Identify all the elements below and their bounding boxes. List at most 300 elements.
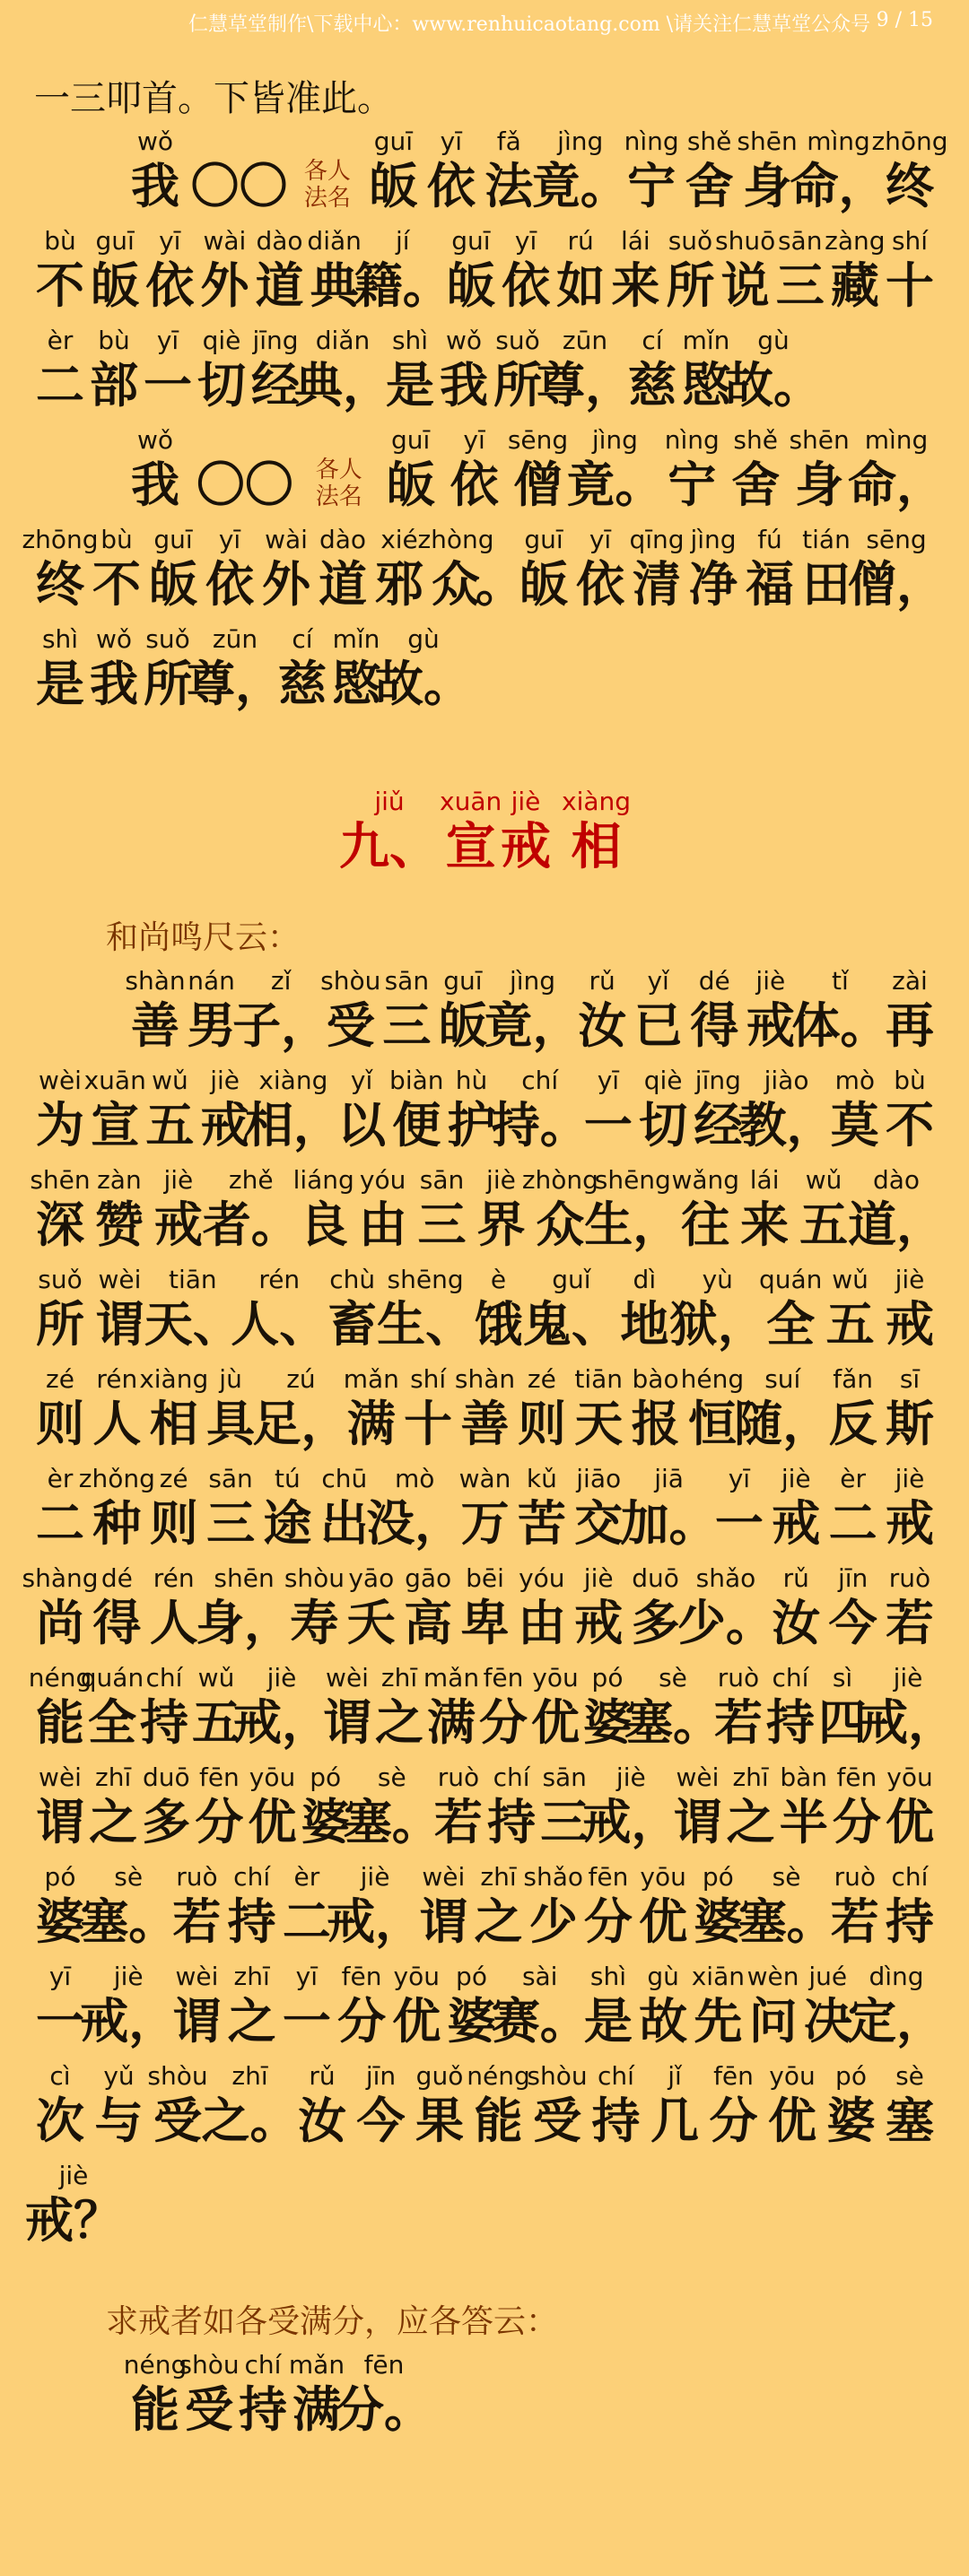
ruby-token (129, 424, 181, 514)
pinyin: chù (329, 1265, 376, 1294)
hanzi: 经 (251, 357, 300, 413)
ruby-token (692, 1065, 744, 1154)
ruby-token (80, 1662, 144, 1752)
ruby-token (712, 1662, 764, 1752)
text-line (34, 225, 940, 325)
page-number: 9 / 15 (876, 9, 933, 31)
intro-line: 一三叩首。下皆准此。 (34, 78, 393, 119)
hanzi: 优 (768, 2093, 816, 2149)
ruby-token (123, 2349, 188, 2439)
ruby-token (416, 1164, 468, 1254)
hanzi: 加。 (620, 1495, 718, 1552)
pinyin: mìng (807, 126, 870, 156)
ruby-token (459, 1463, 511, 1553)
pinyin: fǎ (496, 126, 521, 156)
hanzi: 戒 (886, 1296, 934, 1353)
ruby-token (800, 524, 852, 614)
pinyin: è (490, 1265, 507, 1294)
ruby-token (884, 1264, 936, 1353)
ruby-token (537, 325, 633, 414)
hanzi: 舍 (685, 158, 734, 214)
pinyin: chí (233, 1862, 271, 1892)
ruby-token (829, 1065, 881, 1154)
ruby-token (78, 1463, 155, 1553)
hanzi: 持 (227, 1893, 276, 1950)
ruby-token (355, 2060, 407, 2150)
ruby-token (523, 1861, 584, 1951)
pinyin: dé (698, 966, 730, 996)
pinyin: rén (258, 1265, 301, 1294)
pinyin: néng (467, 2061, 530, 2091)
pinyin: jiè (893, 1663, 923, 1693)
pinyin: guī (524, 525, 563, 554)
pinyin: wèn (746, 1962, 799, 1991)
ruby-token (666, 424, 718, 514)
pinyin: jiè (58, 2161, 89, 2190)
pinyin: zàn (97, 1165, 142, 1195)
pinyin: zhī (233, 1962, 270, 1991)
hanzi: 依 (205, 556, 254, 613)
hanzi: 所 (493, 357, 542, 413)
pinyin: tǐ (832, 966, 849, 996)
pinyin: fēn (713, 2061, 754, 2091)
ruby-token (317, 524, 369, 614)
pinyin: xiān (691, 1962, 745, 1991)
ruby-token (281, 1861, 333, 1951)
ruby-token (576, 965, 628, 1055)
hanzi: 命， (848, 457, 945, 513)
ruby-token (778, 1762, 830, 1851)
hanzi: 九、 (339, 817, 440, 876)
ruby-token (153, 1164, 205, 1254)
ruby-token (34, 1264, 86, 1353)
hanzi: 多 (142, 1794, 191, 1850)
pinyin: jìng (557, 126, 604, 156)
hanzi: 持 (591, 2093, 641, 2149)
paragraph-precepts (22, 965, 956, 2259)
hanzi: 婆 (583, 1694, 632, 1751)
hanzi: 优 (886, 1794, 934, 1850)
hanzi: 二 (828, 1495, 877, 1552)
hanzi: 皈 (149, 556, 197, 613)
pinyin: pó (591, 1663, 624, 1693)
hanzi: 全 (766, 1296, 816, 1353)
text-line (22, 1562, 940, 1662)
ruby-token (764, 1662, 816, 1752)
hanzi: 塞。 (343, 1794, 441, 1850)
ruby-token (402, 1363, 454, 1453)
pinyin: mǐn (682, 326, 730, 355)
hanzi: 一 (36, 1993, 84, 2049)
pinyin: wǔ (197, 1663, 235, 1693)
hanzi: 少 (528, 1893, 578, 1950)
hanzi: 典， (294, 357, 391, 413)
hanzi: 汝 (772, 1595, 821, 1651)
hanzi: 已 (633, 997, 683, 1054)
hanzi: 善 (460, 1396, 510, 1452)
pinyin: shēng (387, 1265, 464, 1294)
hanzi: 饿 (474, 1296, 523, 1353)
hanzi: 众 (536, 1197, 585, 1253)
pinyin: jiào (764, 1066, 809, 1095)
ruby-token (80, 1961, 178, 2050)
ruby-token (237, 2349, 289, 2439)
pinyin: shì (391, 326, 429, 355)
ruby-token (446, 1961, 498, 2050)
paragraph-dharma (34, 126, 948, 424)
ruby-token (848, 424, 945, 514)
ruby-token (187, 623, 284, 713)
hanzi: 经 (694, 1097, 743, 1153)
hanzi: 人 (92, 1396, 142, 1452)
pinyin: qiè (202, 326, 241, 355)
text-line (34, 965, 940, 1065)
hanzi: 所 (36, 1296, 84, 1353)
ruby-token (437, 965, 489, 1055)
ruby-token (445, 225, 497, 315)
pinyin: hù (455, 1066, 488, 1095)
hanzi: 道 (255, 257, 304, 314)
ruby-token (414, 2060, 466, 2150)
ruby-token (144, 1264, 241, 1353)
pinyin: jīng (694, 1066, 741, 1095)
hanzi: 终 (36, 556, 84, 613)
pinyin: shēn (789, 425, 850, 455)
hanzi: 往 (681, 1197, 730, 1253)
hanzi: 分 (195, 1794, 244, 1850)
pinyin: wǒ (95, 624, 133, 654)
pinyin: sè (895, 2061, 924, 2091)
ruby-token (252, 1363, 350, 1453)
pinyin (240, 424, 249, 457)
ruby-token (884, 2060, 936, 2150)
hanzi: 僧 (513, 457, 563, 513)
ruby-token (829, 1861, 881, 1951)
hanzi: 是 (36, 656, 84, 712)
text-line (25, 2160, 940, 2259)
hanzi: 满 (346, 1396, 396, 1452)
ruby-token (516, 1363, 568, 1453)
ruby-token (630, 1363, 682, 1453)
hanzi: 相， (244, 1097, 342, 1153)
hanzi: 。 (476, 556, 524, 613)
hanzi: 天、 (144, 1296, 241, 1353)
ruby-token (649, 2060, 701, 2150)
pinyin: xuān (440, 787, 502, 816)
ruby-token (729, 424, 781, 514)
pinyin: yī (48, 1962, 72, 1991)
pinyin: guī (373, 126, 414, 156)
pinyin: chí (493, 1762, 530, 1792)
ruby-token (590, 2060, 642, 2150)
hanzi: 命， (790, 158, 887, 214)
pinyin: mìng (864, 425, 929, 455)
hanzi: 之 (227, 1993, 276, 2049)
pinyin: kǔ (526, 1464, 557, 1493)
hanzi: 以 (337, 1097, 387, 1153)
hanzi: 与 (94, 2093, 144, 2149)
hanzi: 田 (802, 556, 851, 613)
ruby-token (380, 965, 432, 1055)
pinyin: shòu (147, 2061, 208, 2091)
pinyin: guī (443, 966, 483, 996)
hanzi: 僧， (848, 556, 945, 613)
ruby-token (34, 325, 86, 414)
ruby-token (637, 1861, 689, 1951)
ruby-token (584, 1164, 682, 1254)
ruby-token (507, 424, 569, 514)
ruby-token (284, 1562, 345, 1652)
hanzi: 持 (886, 1893, 934, 1950)
pinyin: xié (380, 525, 418, 554)
hanzi: 随， (734, 1396, 832, 1452)
ruby-token (738, 1164, 790, 1254)
hanzi: 苦 (517, 1495, 566, 1552)
ruby-token (88, 623, 140, 713)
hanzi: 部 (90, 357, 138, 413)
pinyin: sè (377, 1762, 406, 1792)
pinyin: fēn (341, 1962, 382, 1991)
pinyin: sī (899, 1364, 921, 1394)
hanzi: 塞 (886, 2093, 934, 2149)
hanzi: 报 (631, 1396, 680, 1452)
hanzi: 由 (517, 1595, 566, 1651)
hanzi: 戒， (860, 1694, 956, 1751)
section-title-token (562, 786, 631, 875)
pinyin: jiè (895, 1265, 925, 1294)
ruby-token (572, 1562, 624, 1652)
pinyin: wǔ (832, 1265, 869, 1294)
pinyin: shòu (284, 1563, 345, 1593)
pinyin: wèi (39, 1762, 82, 1792)
pinyin: zhī (480, 1862, 517, 1892)
pinyin: chū (321, 1464, 368, 1493)
ruby-token (34, 1363, 86, 1453)
pinyin: mǐn (332, 624, 380, 654)
pinyin: yǐ (350, 1066, 373, 1095)
pinyin: rén (153, 1563, 195, 1593)
pinyin: shǎo (523, 1862, 584, 1892)
hanzi: 之 (375, 1694, 423, 1751)
pinyin: ruò (834, 1862, 876, 1892)
ruby-token (384, 325, 436, 414)
ruby-token (637, 1065, 689, 1154)
ruby-token (417, 524, 494, 614)
hanzi: 斯 (886, 1396, 934, 1452)
pinyin: néng (28, 1663, 92, 1693)
ruby-token (671, 1762, 723, 1851)
ruby-token (484, 965, 581, 1055)
pinyin: wǒ (136, 126, 174, 156)
hanzi: 分 (337, 1993, 387, 2049)
pinyin: rǔ (309, 2061, 336, 2091)
pinyin: pó (310, 1762, 342, 1792)
hanzi: 则 (36, 1396, 84, 1452)
hanzi: 高 (404, 1595, 453, 1651)
ruby-token (618, 1264, 670, 1353)
hanzi: 所 (666, 257, 715, 314)
ruby-token (680, 1363, 745, 1453)
hanzi: 二 (282, 1893, 331, 1950)
pinyin: yǔ (103, 2061, 135, 2091)
hanzi: 若 (830, 1893, 879, 1950)
pinyin: bēi (466, 1563, 504, 1593)
ruby-token (139, 1363, 209, 1453)
ruby-token (319, 1463, 371, 1553)
ruby-token (572, 1363, 624, 1453)
hanzi: 依 (450, 457, 499, 513)
hanzi: 良 (299, 1197, 348, 1253)
hanzi: 人 (149, 1595, 198, 1651)
hanzi: 得 (690, 997, 739, 1054)
pinyin: fēn (836, 1762, 877, 1792)
ruby-token (774, 225, 826, 315)
pinyin: zǐ (270, 966, 292, 996)
pinyin: zhī (732, 1762, 769, 1792)
pinyin: jiǔ (374, 787, 405, 816)
ruby-token (91, 1562, 143, 1652)
hanzi: 体。 (791, 997, 889, 1054)
pinyin: wèi (39, 1066, 82, 1095)
ruby-token (884, 1762, 936, 1851)
ruby-token (708, 2060, 760, 2150)
hanzi: 人、 (231, 1296, 328, 1353)
ruby-token (831, 1762, 883, 1851)
hanzi: 故。 (725, 357, 822, 413)
pinyin: jīng (252, 326, 299, 355)
hanzi: 能 (131, 2381, 179, 2438)
ruby-token (459, 1562, 511, 1652)
pinyin: dì (633, 1265, 657, 1294)
hanzi: 三 (206, 1495, 256, 1552)
pinyin: jiāo (576, 1464, 622, 1493)
hanzi: 一 (144, 357, 192, 413)
ruby-token (713, 1463, 765, 1553)
ruby-token (205, 1463, 257, 1553)
ruby-token (684, 126, 736, 215)
ruby-token (860, 1662, 956, 1752)
pinyin: yī (463, 425, 485, 455)
hanzi: 谓 (95, 1296, 144, 1353)
hanzi: 深 (36, 1197, 84, 1253)
pinyin: jué (808, 1962, 848, 1991)
pinyin: èr (47, 326, 74, 355)
pinyin: fēn (363, 2350, 405, 2380)
hanzi: 四 (818, 1694, 867, 1751)
ruby-token (367, 126, 419, 215)
hanzi: 外 (262, 556, 310, 613)
ruby-token (34, 1065, 86, 1154)
hanzi: 护 (447, 1097, 496, 1153)
hanzi: 慈 (278, 656, 327, 712)
pinyin: zài (892, 966, 928, 996)
hanzi: 塞。 (738, 1893, 835, 1950)
hanzi: 我 (90, 656, 138, 712)
hanzi: 依 (145, 257, 195, 314)
hanzi: 戒， (80, 1993, 178, 2049)
hanzi: 优 (392, 1993, 441, 2049)
pinyin: qīng (629, 525, 685, 554)
ruby-token (321, 1662, 373, 1752)
hanzi: 藏 (830, 257, 879, 314)
pinyin: fú (757, 525, 782, 554)
ruby-token (582, 1762, 680, 1851)
hanzi: 则 (517, 1396, 566, 1452)
hanzi: 戒 (886, 1495, 934, 1552)
dharma-name-note: 各人 法名 (315, 457, 362, 510)
hanzi: 婆 (694, 1893, 743, 1950)
hanzi: 一 (583, 1097, 633, 1153)
pinyin: ruò (176, 1862, 218, 1892)
hanzi: 愍 (332, 656, 380, 712)
pinyin: suí (764, 1364, 801, 1394)
text-line (22, 524, 945, 623)
instruction-note: 和尚鸣尺云： (106, 919, 301, 956)
ruby-token (884, 1562, 936, 1652)
pinyin: shēn (30, 1165, 91, 1195)
hanzi: 少。 (677, 1595, 774, 1651)
hanzi: 戒， (233, 1694, 330, 1751)
pinyin: shuō (714, 226, 776, 256)
pinyin: cí (642, 326, 663, 355)
hanzi: 切 (639, 1097, 688, 1153)
ruby-token (725, 325, 822, 414)
hanzi: 交 (574, 1495, 624, 1552)
ruby-token (144, 225, 196, 315)
text-line (28, 1662, 956, 1762)
pinyin: nìng (624, 126, 679, 156)
pinyin (235, 126, 243, 158)
ruby-token (204, 524, 256, 614)
pinyin: shí (410, 1364, 447, 1394)
hanzi: 万 (460, 1495, 510, 1552)
pinyin: jiè (266, 1663, 297, 1693)
pinyin: rǔ (782, 1563, 809, 1593)
ruby-token (34, 1861, 86, 1951)
hanzi: 界 (476, 1197, 526, 1253)
hanzi: 身 (743, 158, 792, 214)
pinyin: jiè (360, 1862, 390, 1892)
hanzi: 身， (196, 1595, 293, 1651)
ruby-token (884, 1861, 936, 1951)
pinyin: jiè (781, 1464, 811, 1493)
hanzi: 生， (584, 1197, 682, 1253)
ruby-token (518, 524, 570, 614)
hanzi: 若 (433, 1794, 483, 1850)
hanzi: 谓 (36, 1794, 84, 1850)
ruby-token (491, 1961, 589, 2050)
pinyin: mò (394, 1464, 435, 1493)
pinyin: dìng (869, 1962, 924, 1991)
pinyin: fēn (588, 1862, 629, 1892)
hanzi: 鬼、 (522, 1296, 620, 1353)
pinyin: xiàng (139, 1364, 209, 1394)
ruby-token (516, 1463, 568, 1553)
ruby-token (624, 1662, 721, 1752)
ruby-token (432, 1762, 484, 1851)
hanzi: 二 (36, 357, 84, 413)
pinyin: xuān (83, 1066, 146, 1095)
pinyin: wǔ (152, 1066, 188, 1095)
pinyin: gù (757, 326, 790, 355)
ruby-token (320, 965, 381, 1055)
ruby-token (582, 1065, 634, 1154)
hanzi: 我 (131, 158, 179, 214)
pinyin: yōu (532, 1663, 579, 1693)
hanzi: 寿 (290, 1595, 339, 1651)
pinyin: jìng (591, 425, 638, 455)
pinyin: sān (542, 1762, 587, 1792)
